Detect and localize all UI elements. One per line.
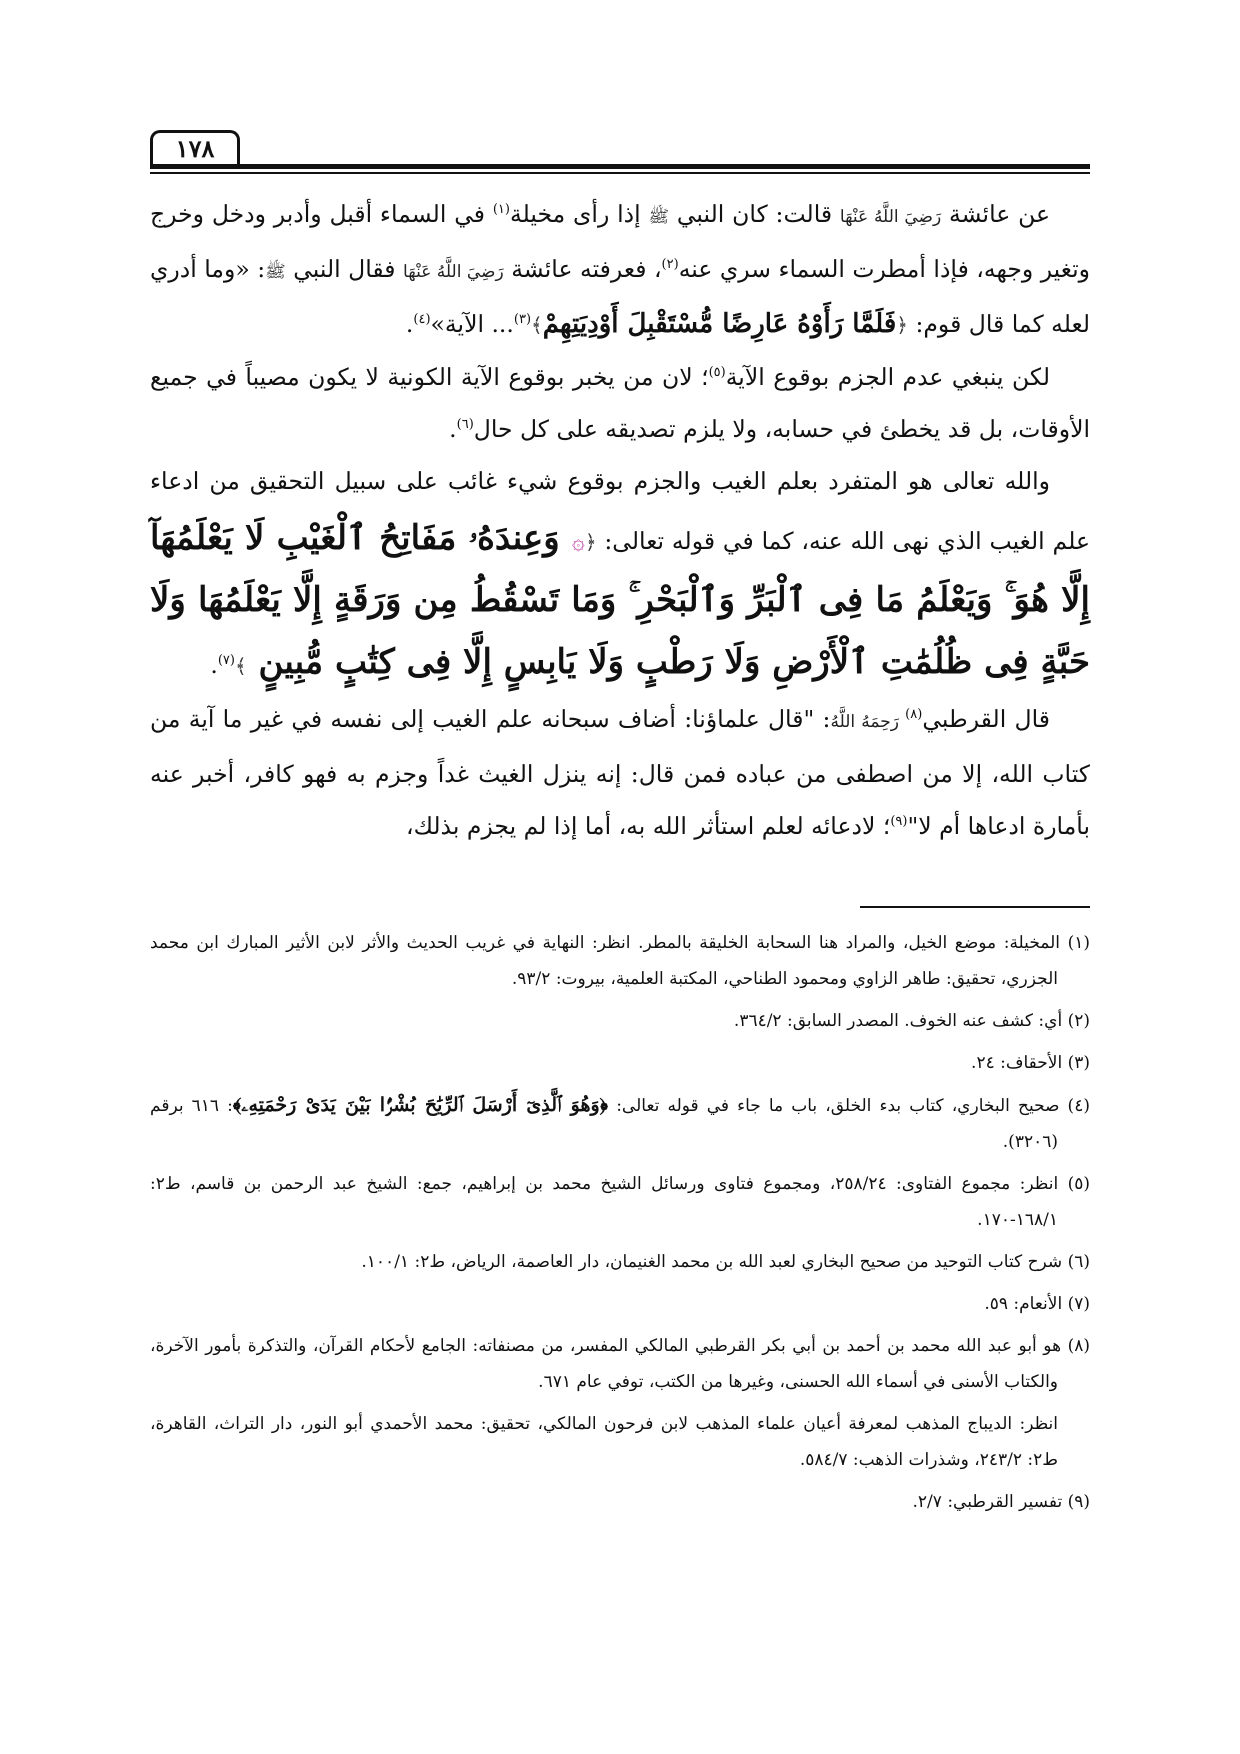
footnote-1: (١) المخيلة: موضع الخيل، والمراد هنا السحابة الخليقة بالمطر. انظر: النهاية في غريب الحديث والأثر لابن الأثير المبارك ابن محمد الجزري، تحقيق: طاهر الزاوي ومحمود الطناحي، المكتبة العلمية، بيروت: ٩٣/٢. bbox=[150, 933, 1090, 989]
honorific-salla-allah-icon: ﷺ bbox=[648, 207, 670, 227]
paragraph-3: والله تعالى هو المتفرد بعلم الغيب والجزم بوقوع شيء غائب على سبيل التحقيق من ادعاء علم الغيب الذي نهى الله عنه، كما في قوله تعالى: ﴿۞ وَعِندَهُۥ مَفَاتِحُ ٱلْغَيْبِ لَا يَعْلَمُهَآ إِلَّا هُوَ ۚ وَيَعْلَمُ مَا فِى ٱلْبَرِّ وَٱلْبَحْرِ ۚ وَمَا تَسْقُطُ مِن وَرَقَةٍ إِلَّا يَعْلَمُهَا وَلَا حَبَّةٍ فِى ظُلُمَٰتِ ٱلْأَرْضِ وَلَا رَطْبٍ وَلَا يَابِسٍ إِلَّا فِى كِتَٰبٍ مُّبِينٍ ﴾$^{(٧)}$. bbox=[150, 467, 1090, 682]
honorific-radiyallahu-anha: رَضِيَ اللَّهُ عَنْهَا bbox=[403, 262, 504, 282]
footnote-7: (٧) الأنعام: ٥٩. bbox=[984, 1294, 1090, 1314]
rub-el-hizb-icon: ۞ bbox=[571, 530, 585, 555]
footnote-ref-5[interactable]: (٥) bbox=[708, 365, 726, 381]
footnote-2: (٢) أي: كشف عنه الخوف. المصدر السابق: ٣٦٤/٢. bbox=[733, 1011, 1090, 1031]
ayah-close-bracket-icon: ﴾ bbox=[234, 654, 247, 678]
footnote-ref-8[interactable]: (٨) bbox=[905, 707, 923, 723]
quran-verse: وَعِندَهُۥ مَفَاتِحُ ٱلْغَيْبِ لَا يَعْلَمُهَآ إِلَّا هُوَ ۚ وَيَعْلَمُ مَا فِى ٱلْبَرِّ وَٱلْبَحْرِ ۚ وَمَا تَسْقُطُ مِن وَرَقَةٍ إِلَّا يَعْلَمُهَا وَلَا حَبَّةٍ فِى ظُلُمَٰتِ ٱلْأَرْضِ وَلَا رَطْبٍ وَلَا يَابِسٍ إِلَّا فِى كِتَٰبٍ مُّبِينٍ bbox=[150, 518, 1090, 682]
paragraph-2: لكن ينبغي عدم الجزم بوقوع الآية$^{(٥)}$؛ لان من يخبر بوقوع الآية الكونية لا يكون مصيباً في جميع الأوقات، بل قد يخطئ في حسابه، ولا يلزم تصديقه على كل حال$^{(٦)}$. bbox=[150, 363, 1090, 443]
ayah-open-bracket-icon: ﴿ bbox=[584, 530, 597, 554]
page-header bbox=[150, 116, 1090, 176]
ayah-close-bracket-icon: ﴾ bbox=[531, 313, 543, 337]
footnote-9: (٩) تفسير القرطبي: ٢/٧. bbox=[912, 1492, 1090, 1512]
paragraph-1: عن عائشة رَضِيَ اللَّهُ عَنْهَا قالت: كان النبي ﷺ إذا رأى مخيلة$^{(١)}$ في السماء أقبل وأدبر ودخل وخرج وتغير وجهه، فإذا أمطرت السماء سري عنه$^{(٢)}$، فعرفته عائشة رَضِيَ اللَّهُ عَنْهَا فقال النبي ﷺ: «وما أدري لعله كما قال قوم: ﴿فَلَمَّا رَأَوْهُ عَارِضًا مُّسْتَقْبِلَ أَوْدِيَتِهِمْ﴾$^{(٣)}$... الآية»$^{(٤)}$. bbox=[150, 200, 1090, 339]
footnote-ref-3[interactable]: (٣) bbox=[513, 312, 532, 328]
footnote-ref-2[interactable]: (٢) bbox=[661, 257, 679, 273]
header-rule-thin bbox=[150, 172, 1090, 174]
footnote-ref-4[interactable]: (٤) bbox=[413, 312, 431, 328]
footnote-5: (٥) انظر: مجموع الفتاوى: ٢٥٨/٢٤، ومجموع فتاوى ورسائل الشيخ محمد بن إبراهيم، جمع: الشيخ عبد الرحمن بن قاسم، ط٢: ١٦٨/١-١٧٠. bbox=[150, 1174, 1090, 1230]
footnote-8: (٨) هو أبو عبد الله محمد بن أحمد بن أبي بكر القرطبي المالكي المفسر، من مصنفاته: الجامع لأحكام القرآن، والتذكرة بأمور الآخرة، والكتاب الأسنى في أسماء الله الحسنى، وغيرها من الكتب، توفي عام ٦٧١. bbox=[150, 1336, 1090, 1392]
main-text bbox=[150, 188, 1090, 852]
paragraph-4: قال القرطبي$^{(٨)}$ رَحِمَهُ اللَّهُ: "قال علماؤنا: أضاف سبحانه علم الغيب إلى نفسه في غير ما آية من كتاب الله، إلا من اصطفى من عباده فمن قال: إنه ينزل الغيث غداً وجزم به فهو كافر، أخبر عنه بأمارة ادعاها أم لا"$^{(٩)}$؛ لادعائه لعلم استأثر الله به، أما إذا لم يجزم بذلك، bbox=[150, 705, 1090, 840]
footnote-ref-6[interactable]: (٦) bbox=[456, 417, 474, 433]
ayah-open-bracket-icon: ﴿ bbox=[896, 313, 908, 337]
quran-verse: ﴿وَهُوَ ٱلَّذِىٓ أَرْسَلَ ٱلرِّيَٰحَ بُشْرًۢا بَيْنَ يَدَىْ رَحْمَتِهِۦ﴾ bbox=[232, 1094, 609, 1116]
header-rule-thick bbox=[150, 164, 1090, 169]
honorific-rahimahullah: رَحِمَهُ اللَّهُ bbox=[830, 712, 906, 732]
footnote-4: (٤) صحيح البخاري، كتاب بدء الخلق، باب ما جاء في قوله تعالى: ﴿وَهُوَ ٱلَّذِىٓ أَرْسَلَ ٱلرِّيَٰحَ بُشْرًۢا بَيْنَ يَدَىْ رَحْمَتِهِۦ﴾: ٦١٦ برقم (٣٢٠٦). bbox=[150, 1094, 1090, 1152]
quran-verse: فَلَمَّا رَأَوْهُ عَارِضًا مُّسْتَقْبِلَ أَوْدِيَتِهِمْ bbox=[542, 309, 897, 339]
honorific-salla-allah-icon: ﷺ bbox=[265, 262, 286, 282]
footnote-8-continued: انظر: الديباج المذهب لمعرفة أعيان علماء المذهب لابن فرحون المالكي، تحقيق: محمد الأحمدي أبو النور، دار التراث، القاهرة، ط٢: ٢٤٣/٢، وشذرات الذهب: ٥٨٤/٧. bbox=[150, 1414, 1058, 1470]
footnote-separator bbox=[860, 906, 1090, 908]
footnote-ref-1[interactable]: (١) bbox=[492, 202, 510, 218]
footnote-3: (٣) الأحقاف: ٢٤. bbox=[971, 1053, 1090, 1073]
footnotes bbox=[150, 925, 1090, 1526]
footnote-6: (٦) شرح كتاب التوحيد من صحيح البخاري لعبد الله بن محمد الغنيمان، دار العاصمة، الرياض، ط٢: ١٠٠/١. bbox=[361, 1252, 1090, 1272]
page-number: ١٧٨ bbox=[150, 130, 240, 164]
honorific-radiyallahu-anha: رَضِيَ اللَّهُ عَنْهَا bbox=[839, 207, 942, 227]
footnote-ref-7[interactable]: (٧) bbox=[217, 653, 235, 669]
footnote-ref-9[interactable]: (٩) bbox=[890, 814, 908, 830]
